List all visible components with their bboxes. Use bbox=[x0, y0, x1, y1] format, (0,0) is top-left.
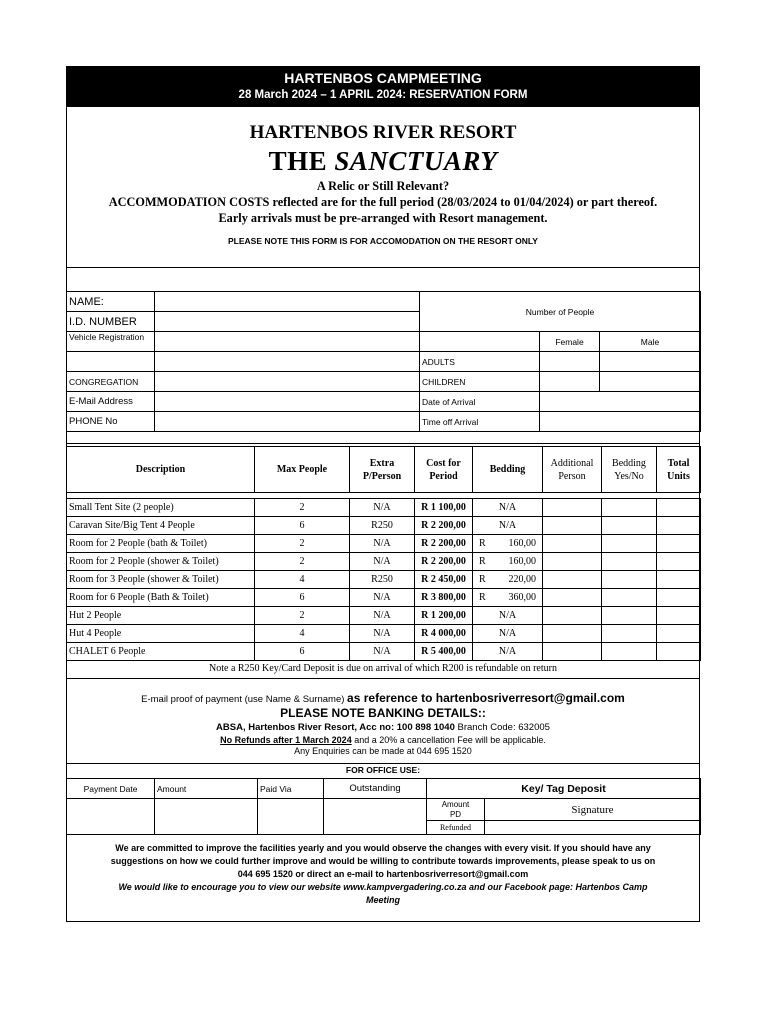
row-bedding: N/A bbox=[473, 625, 543, 643]
row-bedding-currency: R bbox=[479, 592, 486, 603]
footer-note bbox=[67, 842, 699, 907]
time-of-arrival-field[interactable] bbox=[540, 412, 701, 432]
bedding-yes-no-header bbox=[602, 447, 657, 493]
row-max-people: 2 bbox=[255, 535, 350, 553]
total-header-line1: Total bbox=[667, 457, 690, 469]
row-additional-person-field[interactable] bbox=[543, 571, 602, 589]
row-bedding-amount: 160,00 bbox=[508, 538, 536, 549]
row-extra-per-person: N/A bbox=[350, 589, 415, 607]
row-total-units-field[interactable] bbox=[657, 571, 701, 589]
row-bedding: N/A bbox=[473, 499, 543, 517]
blank-field-cell[interactable] bbox=[155, 352, 420, 372]
outstanding-field[interactable] bbox=[324, 799, 427, 835]
row-extra-per-person: N/A bbox=[350, 625, 415, 643]
row-max-people: 2 bbox=[255, 553, 350, 571]
row-cost-for-period: R 1 200,00 bbox=[415, 607, 473, 625]
banking-section bbox=[67, 681, 699, 756]
no-refunds-date: No Refunds after 1 March 2024 bbox=[220, 735, 352, 745]
row-bedding-yes-no-field[interactable] bbox=[602, 625, 657, 643]
row-bedding-yes-no-field[interactable] bbox=[602, 571, 657, 589]
row-description: Small Tent Site (2 people) bbox=[67, 499, 255, 517]
name-label: NAME: bbox=[67, 292, 155, 312]
row-cost-for-period: R 3 800,00 bbox=[415, 589, 473, 607]
cancellation-fee: and a 20% a cancellation Fee will be applicable. bbox=[351, 735, 546, 745]
divider bbox=[67, 267, 699, 268]
header-subtitle: 28 March 2024 – 1 APRIL 2024: RESERVATION FORM bbox=[238, 89, 528, 101]
table-row bbox=[67, 553, 701, 571]
sanctuary-word: SANCTUARY bbox=[334, 146, 498, 176]
row-cost-for-period: R 2 200,00 bbox=[415, 553, 473, 571]
phone-label: PHONE No bbox=[67, 412, 155, 432]
additional-header-line1: Additional bbox=[550, 457, 594, 469]
row-extra-per-person: N/A bbox=[350, 553, 415, 571]
additional-person-header bbox=[543, 447, 602, 493]
bedding-yn-header-line1: Bedding bbox=[612, 457, 646, 469]
row-bedding-yes-no-field[interactable] bbox=[602, 553, 657, 571]
reservation-form bbox=[66, 66, 700, 922]
table-row bbox=[67, 607, 701, 625]
cost-header-line1: Cost for bbox=[426, 457, 461, 469]
phone-field[interactable] bbox=[155, 412, 420, 432]
refunded-signature-field[interactable] bbox=[485, 821, 701, 835]
footer-line3: 044 695 1520 or direct an e-mail to hartenbosriverresort@gmail.com bbox=[237, 869, 529, 879]
congregation-label: CONGREGATION bbox=[67, 372, 155, 392]
payment-date-label: Payment Date bbox=[67, 779, 155, 799]
id-number-field[interactable] bbox=[155, 312, 420, 332]
row-cost-for-period: R 5 400,00 bbox=[415, 643, 473, 661]
row-description: Hut 2 People bbox=[67, 607, 255, 625]
row-extra-per-person: N/A bbox=[350, 607, 415, 625]
max-people-header: Max People bbox=[255, 447, 350, 493]
name-field[interactable] bbox=[155, 292, 420, 312]
amount-label: Amount bbox=[155, 779, 258, 799]
email-field[interactable] bbox=[155, 392, 420, 412]
row-description: Caravan Site/Big Tent 4 People bbox=[67, 517, 255, 535]
row-max-people: 2 bbox=[255, 499, 350, 517]
row-cost-for-period: R 2 450,00 bbox=[415, 571, 473, 589]
congregation-field[interactable] bbox=[155, 372, 420, 392]
row-total-units-field[interactable] bbox=[657, 517, 701, 535]
row-bedding-amount: 360,00 bbox=[508, 592, 536, 603]
row-extra-per-person: N/A bbox=[350, 535, 415, 553]
row-additional-person-field[interactable] bbox=[543, 643, 602, 661]
amount-pd-line1: Amount bbox=[441, 799, 470, 809]
row-max-people: 6 bbox=[255, 643, 350, 661]
header-title: HARTENBOS CAMPMEETING bbox=[284, 70, 482, 86]
row-cost-for-period: R 4 000,00 bbox=[415, 625, 473, 643]
description-header: Description bbox=[67, 447, 255, 493]
row-max-people: 6 bbox=[255, 517, 350, 535]
banking-title: PLEASE NOTE BANKING DETAILS:: bbox=[280, 706, 486, 720]
row-additional-person-field[interactable] bbox=[543, 553, 602, 571]
footer-line2: suggestions on how we could further improve and would be willing to contribute towards improvements, please speak to us on bbox=[110, 856, 656, 866]
row-extra-per-person: N/A bbox=[350, 499, 415, 517]
table-row bbox=[67, 625, 701, 643]
table-row bbox=[67, 589, 701, 607]
row-additional-person-field[interactable] bbox=[543, 589, 602, 607]
row-description: Room for 3 People (shower & Toilet) bbox=[67, 571, 255, 589]
sanctuary-title bbox=[67, 146, 699, 177]
row-cost-for-period: R 2 200,00 bbox=[415, 517, 473, 535]
number-of-people-label: Number of People bbox=[420, 292, 701, 332]
row-bedding-amount: 220,00 bbox=[508, 574, 536, 585]
row-bedding-yes-no-field[interactable] bbox=[602, 589, 657, 607]
children-female-field[interactable] bbox=[540, 372, 600, 392]
table-row bbox=[67, 499, 701, 517]
payment-date-field[interactable] bbox=[67, 799, 155, 835]
footer-line5: Meeting bbox=[365, 895, 400, 905]
divider bbox=[67, 443, 699, 444]
adults-male-field[interactable] bbox=[600, 352, 701, 372]
refund-policy bbox=[67, 735, 699, 745]
people-blank-cell bbox=[420, 332, 540, 352]
adults-female-field[interactable] bbox=[540, 352, 600, 372]
early-arrival-note: Early arrivals must be pre-arranged with Resort management. bbox=[218, 211, 548, 225]
vehicle-registration-field[interactable] bbox=[155, 332, 420, 352]
row-max-people: 2 bbox=[255, 607, 350, 625]
row-bedding-currency: R bbox=[479, 538, 486, 549]
total-header-line2: Units bbox=[667, 470, 690, 482]
extra-header-line2: P/Person bbox=[362, 470, 402, 482]
row-description: Room for 2 People (shower & Toilet) bbox=[67, 553, 255, 571]
paid-via-label: Paid Via bbox=[258, 779, 324, 799]
row-bedding-yes-no-field[interactable] bbox=[602, 607, 657, 625]
row-extra-per-person: R250 bbox=[350, 571, 415, 589]
table-row bbox=[67, 517, 701, 535]
row-total-units-field[interactable] bbox=[657, 643, 701, 661]
costs-note: ACCOMMODATION COSTS reflected are for the full period (28/03/2024 to 01/04/2024) or part thereof. bbox=[108, 195, 658, 209]
table-row bbox=[67, 535, 701, 553]
children-label: CHILDREN bbox=[420, 372, 540, 392]
divider bbox=[67, 678, 699, 679]
row-bedding-currency: R bbox=[479, 556, 486, 567]
row-additional-person-field[interactable] bbox=[543, 625, 602, 643]
divider bbox=[67, 763, 699, 764]
row-bedding bbox=[473, 535, 543, 553]
resort-info bbox=[67, 178, 699, 226]
cost-header bbox=[415, 447, 473, 493]
key-tag-deposit-label: Key/ Tag Deposit bbox=[427, 779, 701, 799]
enquiries: Any Enquiries can be made at 044 695 1520 bbox=[294, 746, 472, 756]
office-use-title: FOR OFFICE USE: bbox=[345, 765, 421, 775]
female-label: Female bbox=[540, 332, 600, 352]
row-total-units-field[interactable] bbox=[657, 607, 701, 625]
personal-details-table bbox=[66, 291, 701, 432]
amount-pd-label bbox=[427, 799, 485, 821]
accommodation-rows bbox=[67, 499, 701, 661]
office-use-table bbox=[66, 778, 701, 835]
resort-only-note: PLEASE NOTE THIS FORM IS FOR ACCOMODATION ON THE RESORT ONLY bbox=[228, 236, 538, 246]
row-cost-for-period: R 1 100,00 bbox=[415, 499, 473, 517]
proof-of-payment bbox=[67, 691, 699, 705]
table-row bbox=[67, 571, 701, 589]
row-bedding bbox=[473, 553, 543, 571]
table-row bbox=[67, 643, 701, 661]
tagline: A Relic or Still Relevant? bbox=[316, 179, 450, 193]
row-bedding-currency: R bbox=[479, 574, 486, 585]
row-bedding: N/A bbox=[473, 607, 543, 625]
row-description: Room for 2 People (bath & Toilet) bbox=[67, 535, 255, 553]
id-number-label: I.D. NUMBER bbox=[67, 312, 155, 332]
adults-label: ADULTS bbox=[420, 352, 540, 372]
extra-header bbox=[350, 447, 415, 493]
row-total-units-field[interactable] bbox=[657, 625, 701, 643]
signature-label: Signature bbox=[485, 799, 701, 821]
row-description: Hut 4 People bbox=[67, 625, 255, 643]
amount-field[interactable] bbox=[155, 799, 258, 835]
amount-pd-line2: PD bbox=[449, 809, 462, 819]
bedding-header: Bedding bbox=[473, 447, 543, 493]
row-bedding: N/A bbox=[473, 643, 543, 661]
blank-label-cell bbox=[67, 352, 155, 372]
row-total-units-field[interactable] bbox=[657, 499, 701, 517]
row-cost-for-period: R 2 200,00 bbox=[415, 535, 473, 553]
date-of-arrival-label: Date of Arrival bbox=[420, 392, 540, 412]
row-additional-person-field[interactable] bbox=[543, 535, 602, 553]
proof-reference: as reference to hartenbosriverresort@gmail.com bbox=[347, 691, 625, 705]
email-label: E-Mail Address bbox=[67, 392, 155, 412]
footer-line1: We are committed to improve the facilities yearly and you would observe the changes with every visit. If you should have any bbox=[115, 843, 651, 853]
row-description: Room for 6 People (Bath & Toilet) bbox=[67, 589, 255, 607]
footer-line4: We would like to encourage you to view our website www.kampvergadering.co.za and our Facebook page: Hartenbos Camp bbox=[118, 882, 648, 892]
branch-code: Branch Code: 632005 bbox=[454, 722, 550, 733]
total-units-header bbox=[657, 447, 701, 493]
cost-header-line2: Period bbox=[429, 470, 458, 482]
accommodation-table bbox=[66, 446, 701, 661]
time-of-arrival-label: Time off Arrival bbox=[420, 412, 540, 432]
paid-via-field[interactable] bbox=[258, 799, 324, 835]
extra-header-line1: Extra bbox=[369, 457, 395, 469]
row-bedding-amount: 160,00 bbox=[508, 556, 536, 567]
row-bedding-yes-no-field[interactable] bbox=[602, 535, 657, 553]
resort-name: HARTENBOS RIVER RESORT bbox=[249, 122, 517, 143]
account-number: ABSA, Hartenbos River Resort, Acc no: 100 898 1040 bbox=[216, 722, 455, 733]
row-total-units-field[interactable] bbox=[657, 589, 701, 607]
outstanding-label: Outstanding bbox=[324, 779, 427, 799]
row-extra-per-person: N/A bbox=[350, 643, 415, 661]
account-details bbox=[67, 722, 699, 733]
refunded-label: Refunded bbox=[427, 821, 485, 835]
row-max-people: 4 bbox=[255, 625, 350, 643]
deposit-note: Note a R250 Key/Card Deposit is due on arrival of which R200 is refundable on return bbox=[209, 663, 557, 674]
vehicle-registration-label: Vehicle Registration bbox=[67, 332, 155, 352]
form-header bbox=[67, 67, 699, 107]
row-max-people: 6 bbox=[255, 589, 350, 607]
row-bedding-yes-no-field[interactable] bbox=[602, 499, 657, 517]
additional-header-line2: Person bbox=[558, 470, 586, 482]
row-max-people: 4 bbox=[255, 571, 350, 589]
row-total-units-field[interactable] bbox=[657, 535, 701, 553]
row-bedding: N/A bbox=[473, 517, 543, 535]
bedding-yn-header-line2: Yes/No bbox=[614, 470, 644, 482]
row-bedding bbox=[473, 589, 543, 607]
row-additional-person-field[interactable] bbox=[543, 499, 602, 517]
date-of-arrival-field[interactable] bbox=[540, 392, 701, 412]
row-description: CHALET 6 People bbox=[67, 643, 255, 661]
the-word: THE bbox=[268, 146, 335, 176]
children-male-field[interactable] bbox=[600, 372, 701, 392]
row-extra-per-person: R250 bbox=[350, 517, 415, 535]
male-label: Male bbox=[600, 332, 701, 352]
row-bedding-yes-no-field[interactable] bbox=[602, 643, 657, 661]
row-additional-person-field[interactable] bbox=[543, 517, 602, 535]
row-additional-person-field[interactable] bbox=[543, 607, 602, 625]
proof-text: E-mail proof of payment (use Name & Surname) bbox=[141, 694, 348, 705]
row-total-units-field[interactable] bbox=[657, 553, 701, 571]
row-bedding-yes-no-field[interactable] bbox=[602, 517, 657, 535]
row-bedding bbox=[473, 571, 543, 589]
